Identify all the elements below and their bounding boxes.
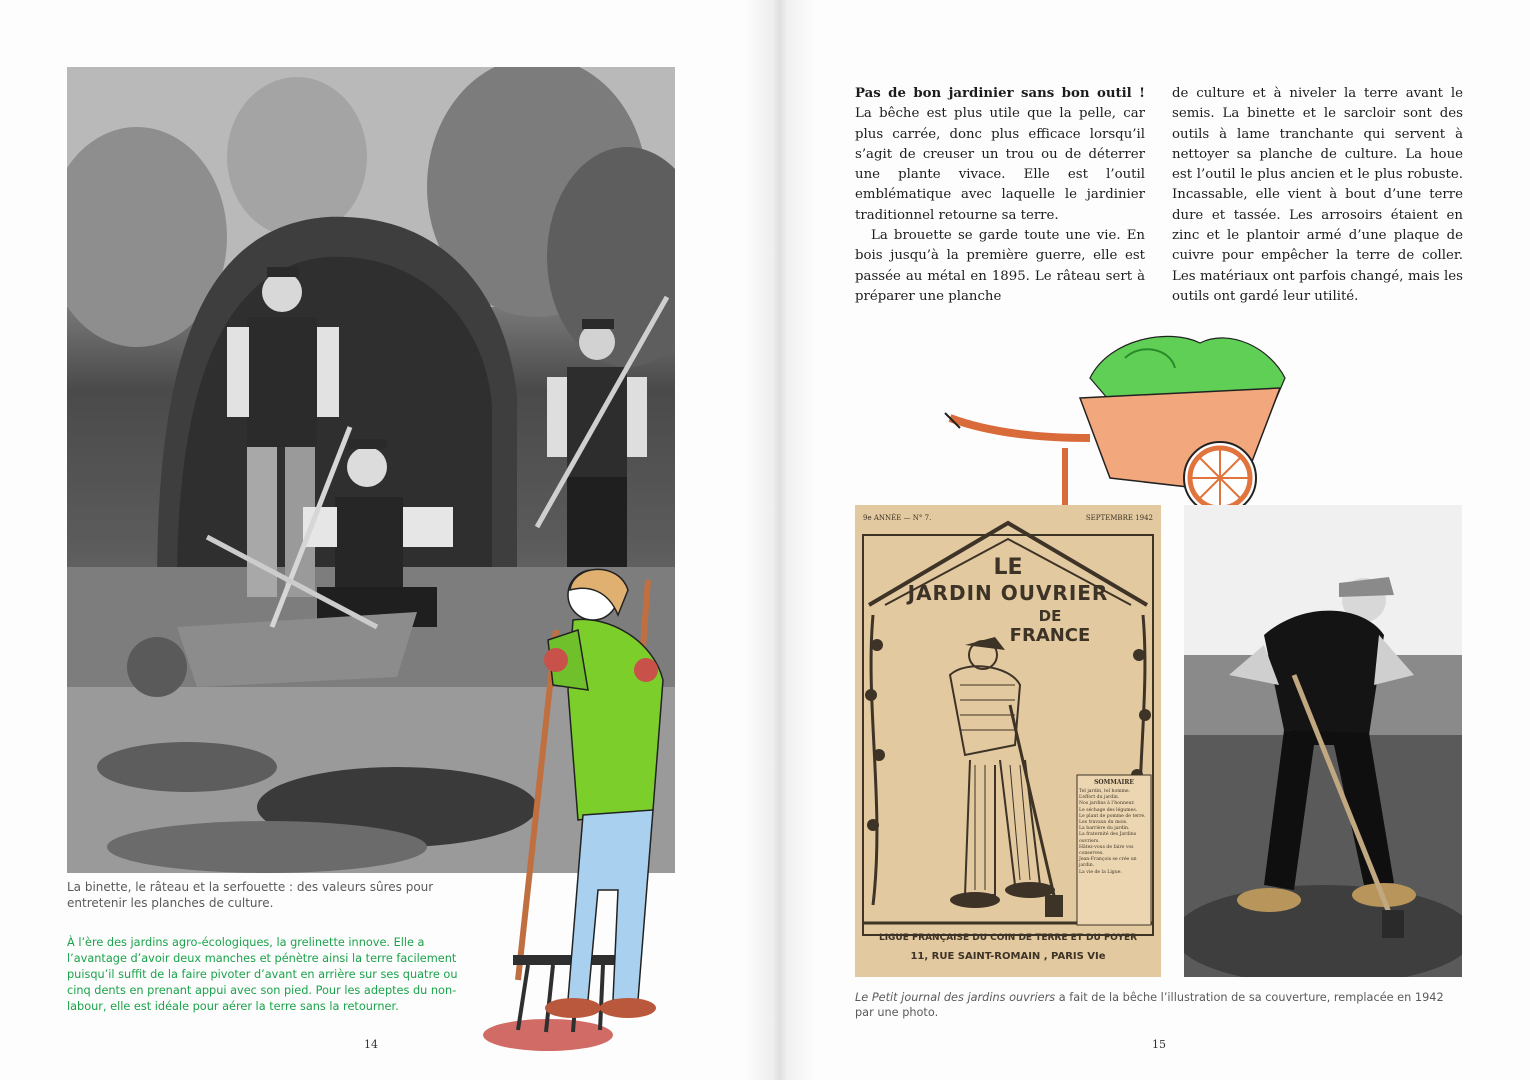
cover-issue-left: 9e ANNÉE — N° 7. [863,514,932,522]
lead-heading: Pas de bon jardinier sans bon outil ! [855,86,1145,101]
sommaire-item: Les travaux du mois. [1079,820,1128,826]
cover-footer-line1: LIGUE FRANÇAISE DU COIN DE TERRE ET DU FOYER [878,933,1138,943]
sommaire-item: Tel jardin, tel homme. [1079,789,1131,794]
cover-title-jardin-ouvrier: JARDIN OUVRIER [907,581,1109,605]
photo-caption: La binette, le râteau et la serfouette : des valeurs sûres pour entretenir les planches de culture. [67,880,434,910]
sommaire-item: Jean-François se crée un jardin. [1079,857,1137,869]
grelinette-paragraph: À l’ère des jardins agro-écologiques, la grelinette innove. Elle a l’avantage d’avoir deux manches et pénètre ainsi la terre facilement puisqu’il suffit de la faire pivoter d’avant en arrière sur ses quatre ou cinq dents en prenant appui avec son pied. Pour les adeptes du non-labour, elle est idéale pour aérer la terre sans la retourner. [67,936,458,1013]
sommaire-title: SOMMAIRE [1094,779,1134,786]
cover-issue-right: SEPTEMBRE 1942 [1085,514,1153,522]
sommaire-item: La barrière du jardin. [1079,826,1130,832]
man-with-spade-photo [1184,505,1462,977]
man-with-spade-photo-art [1184,505,1462,977]
cover-title-de: DE [1038,607,1062,625]
page-number-left: 14 [364,1038,378,1051]
page-number-right: 15 [1152,1038,1166,1051]
caption-journal-title: Le Petit journal des jardins ouvriers [855,991,1056,1004]
cover-caption [855,990,1465,1020]
cover-title-le: LE [993,555,1023,580]
paragraph-3: de culture et à niveler la terre avant le semis. La binette et le sarcloir sont des outils à lame tranchante qui servent à nettoyer sa planche de culture. La houe est l’outil le plus ancien et le plus robuste. Incassable, elle vient à bout d’une terre dure et tassée. Les arrosoirs étaient en zinc et le plantoir armé d’une plaque de cuivre pour empêcher la terre de coller. Les matériaux ont parfois changé, mais les outils ont gardé leur utilité. [1172,86,1463,304]
magazine-cover [855,505,1161,977]
gutter-shadow [745,0,815,1080]
sommaire-item: Hâtez-vous de faire vos conserves. [1079,844,1134,857]
cover-sommaire [1079,779,1149,876]
body-text-column-1 [855,84,1145,307]
paragraph-1-text: La bêche est plus utile que la pelle, car plus carrée, donc plus efficace lorsqu’il s’agit de creuser un trou ou de déterrer une plante vivace. Elle est l’outil emblématique avec laquelle le jardinier traditionnel retourne sa terre. [855,106,1145,223]
wheelbarrow-illustration [940,318,1300,528]
sommaire-item: L’effort du jardin. [1079,795,1120,801]
gardener-illustration [478,560,698,1060]
sommaire-item: Nos jardins à l’honneur. [1079,801,1135,807]
cover-footer-line2: 11, RUE SAINT-ROMAIN , PARIS VIe [910,951,1106,962]
sommaire-item: La vie de la Ligue. [1079,869,1122,875]
cover-title-france: FRANCE [1009,625,1091,646]
sommaire-item: Le plant de pomme de terre. [1079,813,1146,819]
sommaire-item: La fraternité des Jardins ouvriers. [1079,832,1137,844]
caption-rest: a fait de la bêche l’illustration de sa couverture, remplacée en 1942 par une photo. [855,991,1444,1019]
body-text-column-2 [1172,84,1463,307]
sommaire-item: Le séchage des légumes. [1079,807,1138,813]
paragraph-1 [855,84,1145,226]
paragraph-2: La brouette se garde toute une vie. En bois jusqu’à la première guerre, elle est passée au métal en 1895. Le râteau sert à préparer une planche [855,228,1145,304]
